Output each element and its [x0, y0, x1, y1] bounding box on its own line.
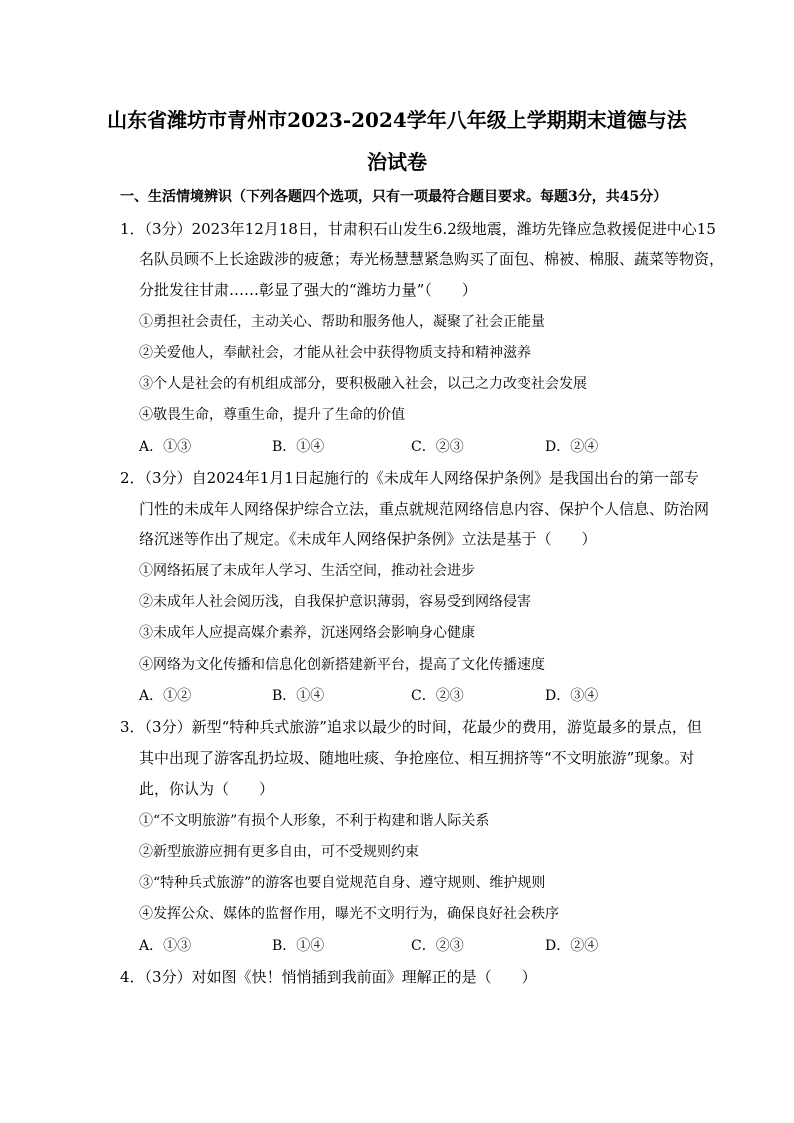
question-2-choice-a: A．①② — [139, 688, 192, 704]
question-2-line-2: 门性的未成年人网络保护综合立法，重点就规范网络信息内容、保护个人信息、防治网 — [139, 500, 710, 518]
exam-title-line-1: 山东省潍坊市青州市2023-2024学年八年级上学期期末道德与法 — [107, 108, 687, 132]
question-2-choice-c: C．②③ — [411, 688, 464, 704]
question-1-line-3: 分批发往甘肃……彰显了强大的“潍坊力量”（ ） — [139, 281, 477, 299]
question-2-statement-4: ④网络为文化传播和信息化创新搭建新平台，提高了文化传播速度 — [139, 657, 545, 673]
question-3-choice-d: D．②④ — [545, 938, 599, 954]
question-2-statement-1: ①网络拓展了未成年人学习、生活空间，推动社会进步 — [139, 563, 475, 579]
question-3-choice-b: B．①④ — [272, 938, 325, 954]
question-1-choice-c: C．②③ — [411, 439, 464, 455]
question-1-statement-1: ①勇担社会责任，主动关心、帮助和服务他人，凝聚了社会正能量 — [139, 314, 545, 330]
question-3-statement-2: ②新型旅游应拥有更多自由，可不受规则约束 — [139, 844, 419, 860]
question-2-line-1: 2．（3分）自2024年1月1日起施行的《未成年人网络保护条例》是我国出台的第一部专 — [120, 469, 699, 487]
section-heading: 一、生活情境辨识（下列各题四个选项，只有一项最符合题目要求。每题3分，共45分） — [120, 189, 668, 205]
question-2-statement-3: ③未成年人应提高媒介素养，沉迷网络会影响身心健康 — [139, 625, 475, 641]
question-3-statement-4: ④发挥公众、媒体的监督作用，曝光不文明行为，确保良好社会秩序 — [139, 906, 559, 922]
question-1-choice-d: D．②④ — [545, 439, 599, 455]
question-1-choice-a: A．①③ — [139, 439, 192, 455]
question-1-statement-2: ②关爱他人，奉献社会，才能从社会中获得物质支持和精神滋养 — [139, 345, 531, 361]
question-3-choice-a: A．①③ — [139, 938, 192, 954]
question-2-choice-d: D．③④ — [545, 688, 599, 704]
question-1-line-1: 1．（3分）2023年12月18日，甘肃积石山发生6.2级地震，潍坊先锋应急救援促进中心15 — [120, 220, 716, 238]
exam-title-line-2: 治试卷 — [367, 150, 427, 174]
question-1-line-2: 名队员顾不上长途跋涉的疲惫；寿光杨慧慧紧急购买了面包、棉被、棉服、蔬菜等物资， — [139, 250, 725, 268]
question-3-choice-c: C．②③ — [411, 938, 464, 954]
question-4-line-1: 4．（3分）对如图《快！悄悄插到我前面》理解正的是（ ） — [120, 968, 537, 986]
question-3-line-2: 其中出现了游客乱扔垃圾、随地吐痰、争抢座位、相互拥挤等“不文明旅游”现象。对 — [139, 749, 695, 767]
question-1-statement-3: ③个人是社会的有机组成部分，要积极融入社会，以己之力改变社会发展 — [139, 376, 587, 392]
question-1-statement-4: ④敬畏生命，尊重生命，提升了生命的价值 — [139, 407, 405, 423]
question-3-line-1: 3．（3分）新型“特种兵式旅游”追求以最少的时间，花最少的费用，游览最多的景点，但 — [120, 718, 702, 736]
question-1-choice-b: B．①④ — [272, 439, 325, 455]
question-2-choice-b: B．①④ — [272, 688, 325, 704]
question-2-statement-2: ②未成年人社会阅历浅，自我保护意识薄弱，容易受到网络侵害 — [139, 594, 531, 610]
question-3-statement-1: ①“不文明旅游”有损个人形象，不利于构建和谐人际关系 — [139, 813, 490, 829]
question-3-statement-3: ③“特种兵式旅游”的游客也要自觉规范自身、遵守规则、维护规则 — [139, 875, 546, 891]
question-2-line-3: 络沉迷等作出了规定。《未成年人网络保护条例》立法是基于（ ） — [139, 530, 597, 548]
question-3-line-3: 此，你认为（ ） — [139, 780, 275, 798]
